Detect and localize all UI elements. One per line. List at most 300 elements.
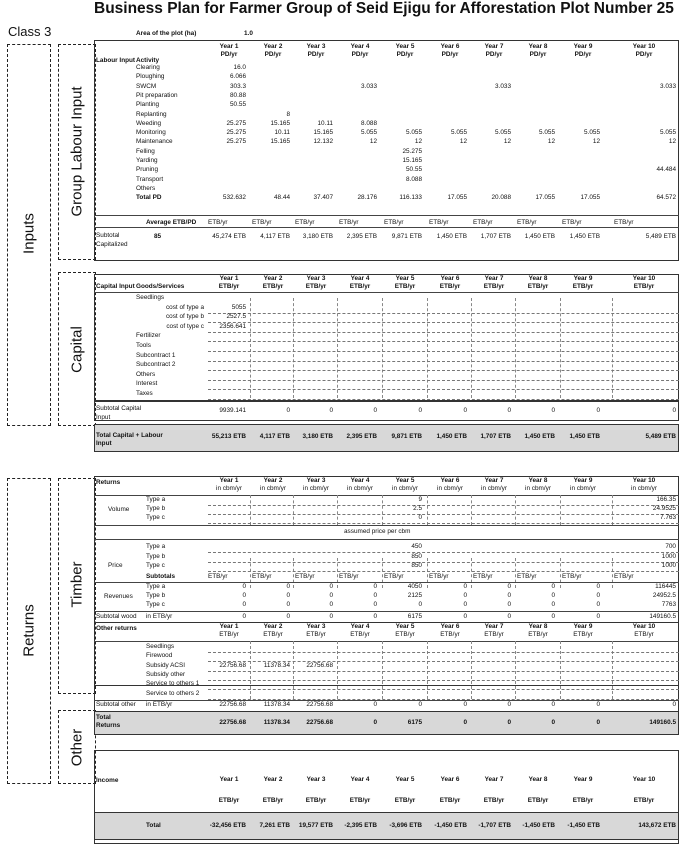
cell-value: 0 xyxy=(418,701,422,708)
unit-header: in cbm/yr xyxy=(347,485,373,492)
unit-header: ETB/yr xyxy=(527,797,549,804)
year-header: Year 10 xyxy=(632,477,656,484)
line xyxy=(94,582,679,583)
cell-value: 0 xyxy=(463,583,467,590)
cell-value: 0 xyxy=(507,719,511,726)
cell-value: 12 xyxy=(414,138,422,146)
other-return-label: Subsidy ACSI xyxy=(146,661,186,669)
cell-value: 0 xyxy=(507,583,511,590)
cell-value: 20.088 xyxy=(491,194,511,202)
cell-value: 0 xyxy=(373,592,377,599)
unit-header: ETB/yr xyxy=(305,797,327,804)
cell-value: 0 xyxy=(373,613,377,620)
unit-header: PD/yr xyxy=(635,51,653,58)
unit-header: ETB/yr xyxy=(350,631,370,638)
activity-label: Pruning xyxy=(136,166,159,174)
activity-label: Yarding xyxy=(136,157,158,164)
row-line xyxy=(208,571,679,572)
unit-header: in cbm/yr xyxy=(481,485,507,492)
cell-value: -1,450 ETB xyxy=(434,822,467,829)
activity-label: Ploughing xyxy=(136,73,165,81)
line xyxy=(94,539,679,540)
cell-value: 9,871 ETB xyxy=(391,433,422,440)
cell-value: -1,450 ETB xyxy=(522,822,555,829)
other-return-label: Seedlings xyxy=(146,643,175,650)
cell-value: 17.055 xyxy=(447,194,467,202)
cell-value: 50.55 xyxy=(406,166,422,174)
cell-value: 0 xyxy=(373,701,377,708)
cell-value: 0 xyxy=(286,583,290,590)
year-header: Year 1 xyxy=(219,776,239,783)
cell-value: 700 xyxy=(665,543,676,550)
cell-value: 3,180 ETB xyxy=(302,233,333,240)
returns-side-label: Returns xyxy=(20,604,38,657)
timber-side-label: Timber xyxy=(68,561,86,608)
activity-label: Transport xyxy=(136,175,164,183)
cell-value: 28.176 xyxy=(357,194,377,202)
year-header: Year 3 xyxy=(306,43,326,50)
cell-value: -3,696 ETB xyxy=(389,822,422,829)
unit-label: ETB/yr xyxy=(614,573,634,580)
year-header: Year 2 xyxy=(263,477,283,484)
income-section xyxy=(94,748,679,829)
cell-value: 116.133 xyxy=(399,194,422,202)
row-line xyxy=(208,562,679,563)
year-header: Year 10 xyxy=(632,275,656,282)
year-header: Year 5 xyxy=(395,275,415,282)
cell-value: 25.275 xyxy=(226,119,246,127)
cell-value: 6175 xyxy=(407,719,422,726)
cell-value: 0 xyxy=(551,701,555,708)
row-line xyxy=(208,332,679,333)
unit-header: ETB/yr xyxy=(440,631,460,638)
other-return-label: Service to others 2 xyxy=(146,689,200,697)
goods-label: cost of type c xyxy=(166,322,204,330)
unit-header: PD/yr xyxy=(396,51,414,58)
activity-label: Planting xyxy=(136,101,160,109)
cell-value: 12 xyxy=(459,138,467,146)
cell-value: 166.35 xyxy=(656,496,676,503)
group-labour-side-label: Group Labour Input xyxy=(68,86,86,217)
cell-value: -1,450 ETB xyxy=(567,822,600,829)
cell-value: 1,450 ETB xyxy=(524,433,555,440)
year-header: Year 4 xyxy=(350,43,370,50)
cell-value: 4050 xyxy=(407,583,422,590)
cell-value: 44.484 xyxy=(656,166,676,174)
cell-value: 0 xyxy=(507,592,511,599)
cell-value: 8 xyxy=(286,110,290,118)
cell-value: 4,117 ETB xyxy=(260,233,290,240)
cell-value: 0 xyxy=(463,719,467,726)
unit-label: ETB/yr xyxy=(384,219,404,226)
subtotal-wood-label: Subtotal wood xyxy=(96,613,137,620)
cell-value: 0 xyxy=(596,719,600,726)
cell-value: 3.033 xyxy=(660,82,676,90)
row-line xyxy=(208,514,679,515)
unit-header: in cbm/yr xyxy=(437,485,463,492)
type-label: Type b xyxy=(146,505,166,512)
cell-value: 2356.641 xyxy=(219,322,246,330)
year-header: Year 6 xyxy=(440,477,460,484)
row-line xyxy=(208,523,679,524)
unit-header: PD/yr xyxy=(351,51,369,58)
activity-label: Weeding xyxy=(136,119,162,127)
cell-value: 1,450 ETB xyxy=(569,233,600,240)
activity-label: Felling xyxy=(136,147,155,155)
cell-value: 0 xyxy=(507,407,511,414)
cell-value: 9,871 ETB xyxy=(391,233,422,240)
cell-value: 9 xyxy=(418,496,422,503)
income-label: Income xyxy=(96,777,119,784)
cell-value: 0 xyxy=(286,613,290,620)
year-header: Year 10 xyxy=(632,623,656,630)
unit-header: ETB/yr xyxy=(634,631,654,638)
unit-header: ETB/yr xyxy=(218,283,240,290)
other-returns-section xyxy=(94,622,679,729)
cell-value: 143,672 ETB xyxy=(638,822,676,829)
other-return-label: Service to others 1 xyxy=(146,680,200,688)
grid-line xyxy=(293,495,294,525)
cell-value: 0 xyxy=(329,583,333,590)
cell-value: 15.165 xyxy=(270,138,290,146)
cell-value: 0 xyxy=(373,407,377,414)
capital-input-label: Capital Input xyxy=(96,283,135,290)
unit-header: ETB/yr xyxy=(572,283,594,290)
year-header: Year 8 xyxy=(528,776,548,783)
cell-value: 12 xyxy=(503,138,511,146)
cell-value: -1,707 ETB xyxy=(478,822,511,829)
cell-value: 2,395 ETB xyxy=(346,433,377,440)
cell-value: 19,577 ETB xyxy=(298,822,333,829)
unit-label: ETB/yr xyxy=(517,573,537,580)
unit-header: in cbm/yr xyxy=(260,485,286,492)
activity-label: Clearing xyxy=(136,64,160,71)
cell-value: 80.88 xyxy=(230,91,246,99)
cell-value: 0 xyxy=(418,407,422,414)
cell-value: 55,213 ETB xyxy=(211,433,246,440)
type-label: Type b xyxy=(146,592,166,599)
unit-header: in cbm/yr xyxy=(631,485,657,492)
cell-value: 0 xyxy=(551,407,555,414)
unit-label: ETB/yr xyxy=(252,219,272,226)
capital-box xyxy=(94,274,679,401)
goods-label: Seedlings xyxy=(136,294,165,301)
year-header: Year 6 xyxy=(440,43,460,50)
labour-input-section xyxy=(94,26,679,258)
type-label: Type c xyxy=(146,562,165,569)
line xyxy=(94,611,679,612)
subtotal-unit: in ETB/yr xyxy=(146,613,173,620)
year-header: Year 4 xyxy=(350,275,370,282)
cell-value: 17.055 xyxy=(535,194,555,202)
cell-value: 50.55 xyxy=(230,101,246,109)
cell-value: 0 xyxy=(551,613,555,620)
year-header: Year 6 xyxy=(440,776,460,783)
cell-value: 45,274 ETB xyxy=(212,233,246,240)
unit-label: ETB/yr xyxy=(473,219,493,226)
cell-value: 8.088 xyxy=(361,119,377,127)
goods-label: Tools xyxy=(136,342,151,349)
subtotals-label: Subtotals xyxy=(146,573,176,580)
cell-value: 7,261 ETB xyxy=(259,822,290,829)
cell-value: 3.033 xyxy=(495,82,511,90)
unit-header: ETB/yr xyxy=(349,797,371,804)
unit-header: ETB/yr xyxy=(483,797,505,804)
unit-header: PD/yr xyxy=(220,51,238,58)
unit-header: in cbm/yr xyxy=(570,485,596,492)
cell-value: 25.275 xyxy=(226,138,246,146)
goods-label: Subcontract 2 xyxy=(136,361,176,369)
unit-label: ETB/yr xyxy=(473,573,493,580)
unit-label: ETB/yr xyxy=(429,573,449,580)
cell-value: -32,456 ETB xyxy=(209,822,246,829)
unit-label: ETB/yr xyxy=(517,219,537,226)
year-header: Year 2 xyxy=(263,623,283,630)
unit-label: ETB/yr xyxy=(614,219,634,226)
cell-value: 0 xyxy=(418,514,422,521)
year-header: Year 7 xyxy=(484,43,504,50)
cell-value: 7.763 xyxy=(660,514,676,521)
cell-value: 149160.5 xyxy=(649,613,676,620)
unit-header: in cbm/yr xyxy=(392,485,418,492)
cell-value: 0 xyxy=(596,583,600,590)
row-line xyxy=(208,370,679,371)
cell-value: 12 xyxy=(668,138,676,146)
activity-label: Monitoring xyxy=(136,129,166,137)
cell-value: 5.055 xyxy=(406,129,422,137)
cell-value: 37.407 xyxy=(313,194,333,202)
income-total-label: Total xyxy=(146,822,161,829)
other-return-label: Firewood xyxy=(146,652,173,660)
unit-header: ETB/yr xyxy=(306,631,326,638)
cell-value: 0 xyxy=(551,601,555,608)
cell-value: 0 xyxy=(329,407,333,414)
line xyxy=(94,227,679,228)
area-label: Area of the plot (ha) xyxy=(136,30,197,37)
cell-value: 1,450 ETB xyxy=(436,233,467,240)
cell-value: 4,117 ETB xyxy=(259,433,290,440)
unit-header: PD/yr xyxy=(529,51,547,58)
cell-value: 12 xyxy=(547,138,555,146)
cell-value: 0 xyxy=(596,592,600,599)
unit-label: ETB/yr xyxy=(295,219,315,226)
unit-label: ETB/yr xyxy=(208,219,228,226)
goods-label: cost of type b xyxy=(165,313,204,321)
area-value: 1.0 xyxy=(244,30,253,37)
class-label: Class 3 xyxy=(8,24,52,39)
cell-value: 5,489 ETB xyxy=(645,233,676,240)
cell-value: 22756.68 xyxy=(306,719,333,726)
unit-label: ETB/yr xyxy=(208,573,228,580)
cell-value: 303.3 xyxy=(230,82,246,90)
capital-input-section xyxy=(94,274,679,456)
year-header: Year 5 xyxy=(395,776,415,783)
cell-value: 24952.5 xyxy=(652,592,676,599)
unit-header: ETB/yr xyxy=(349,283,371,290)
activity-label: Maintenance xyxy=(136,138,173,146)
unit-header: ETB/yr xyxy=(573,631,593,638)
row-line xyxy=(208,313,679,314)
cell-value: 0 xyxy=(329,613,333,620)
unit-header: ETB/yr xyxy=(572,797,594,804)
cell-value: 850 xyxy=(411,552,422,560)
unit-header: ETB/yr xyxy=(395,631,415,638)
year-header: Year 3 xyxy=(306,477,326,484)
type-label: Type a xyxy=(146,496,166,503)
year-header: Year 4 xyxy=(350,776,370,783)
subtotal-unit: in ETB/yr xyxy=(146,701,173,708)
unit-header: in cbm/yr xyxy=(525,485,551,492)
year-header: Year 10 xyxy=(632,43,656,50)
cell-value: 5.055 xyxy=(539,129,555,137)
year-header: Year 8 xyxy=(528,623,548,630)
cell-value: 5.055 xyxy=(361,129,377,137)
grid-line xyxy=(337,495,338,525)
type-label: Type c xyxy=(146,601,165,608)
unit-label: ETB/yr xyxy=(252,573,272,580)
unit-header: ETB/yr xyxy=(305,283,327,290)
cell-value: 22756.68 xyxy=(219,661,246,669)
cell-value: 0 xyxy=(551,583,555,590)
row-line xyxy=(208,399,679,400)
cell-value: 532.632 xyxy=(222,194,246,202)
cell-value: 12 xyxy=(592,138,600,146)
grid-line xyxy=(250,495,251,525)
row-line xyxy=(208,689,679,690)
revenues-label: Revenues xyxy=(104,593,133,600)
type-label: Type a xyxy=(146,583,166,590)
goods-label: Subcontract 1 xyxy=(136,351,176,359)
activity-header: Activity xyxy=(136,57,160,64)
cell-value: 15.165 xyxy=(270,119,290,127)
unit-label: ETB/yr xyxy=(295,573,315,580)
year-header: Year 6 xyxy=(440,623,460,630)
cell-value: 0 xyxy=(596,601,600,608)
activity-label: Replanting xyxy=(136,110,167,118)
cell-value: 15.165 xyxy=(402,157,422,164)
cell-value: 0 xyxy=(463,613,467,620)
average-label: Average ETB/PD xyxy=(146,219,197,226)
cell-value: 7763 xyxy=(661,601,676,608)
unit-header: in cbm/yr xyxy=(303,485,329,492)
unit-label: ETB/yr xyxy=(429,219,449,226)
cell-value: 0 xyxy=(672,701,676,708)
unit-header: ETB/yr xyxy=(263,631,283,638)
inputs-side-label: Inputs xyxy=(20,213,38,254)
year-header: Year 1 xyxy=(219,477,239,484)
cell-value: 6.066 xyxy=(230,73,246,81)
line xyxy=(94,292,679,293)
activity-label: Pit preparation xyxy=(136,91,178,99)
year-header: Year 7 xyxy=(484,776,504,783)
type-label: Type b xyxy=(146,552,166,560)
average-value: 85 xyxy=(154,233,162,240)
type-label: Type c xyxy=(146,514,165,521)
volume-label: Volume xyxy=(108,506,130,513)
total-returns-label: Total Returns xyxy=(96,714,121,729)
line xyxy=(94,700,679,701)
cell-value: 0 xyxy=(329,592,333,599)
cell-value: 22756.68 xyxy=(306,701,333,708)
cell-value: 0 xyxy=(507,601,511,608)
unit-header: ETB/yr xyxy=(262,283,284,290)
cell-value: 0 xyxy=(373,583,377,590)
cell-value: 2.5 xyxy=(413,505,422,512)
unit-header: ETB/yr xyxy=(633,797,655,804)
year-header: Year 8 xyxy=(528,477,548,484)
unit-header: in cbm/yr xyxy=(216,485,242,492)
grid-line xyxy=(560,495,561,525)
year-header: Year 8 xyxy=(528,275,548,282)
year-header: Year 1 xyxy=(219,43,239,50)
year-header: Year 7 xyxy=(484,477,504,484)
year-header: Year 3 xyxy=(306,275,326,282)
cell-value: 11378.34 xyxy=(263,701,290,708)
row-line xyxy=(208,361,679,362)
unit-header: ETB/yr xyxy=(439,283,461,290)
cell-value: 22756.68 xyxy=(219,701,246,708)
cell-value: 0 xyxy=(286,601,290,608)
grid-line xyxy=(471,495,472,525)
year-header: Year 9 xyxy=(573,623,593,630)
cell-value: 1,707 ETB xyxy=(480,433,511,440)
goods-label: Fertilizer xyxy=(136,332,161,340)
cell-value: 0 xyxy=(596,613,600,620)
year-header: Year 9 xyxy=(573,275,593,282)
cell-value: 0 xyxy=(242,583,246,590)
line xyxy=(94,641,679,642)
subtotal-label: Subtotal Capitalized xyxy=(96,232,128,248)
year-header: Year 2 xyxy=(263,776,283,783)
cell-value: 5.055 xyxy=(660,129,676,137)
unit-header: ETB/yr xyxy=(218,797,240,804)
goods-header: Goods/Services xyxy=(136,283,185,290)
row-line xyxy=(208,351,679,352)
cell-value: 0 xyxy=(672,407,676,414)
year-header: Year 9 xyxy=(573,43,593,50)
year-header: Year 8 xyxy=(528,43,548,50)
cell-value: 0 xyxy=(242,592,246,599)
year-header: Year 9 xyxy=(573,776,593,783)
cell-value: 0 xyxy=(463,701,467,708)
year-header: Year 4 xyxy=(350,623,370,630)
unit-header: PD/yr xyxy=(307,51,325,58)
cell-value: 25.275 xyxy=(226,129,246,137)
year-header: Year 9 xyxy=(573,477,593,484)
cell-value: 1,707 ETB xyxy=(480,233,511,240)
cell-value: 6175 xyxy=(407,613,422,620)
cell-value: 0 xyxy=(373,719,377,726)
cell-value: 0 xyxy=(373,601,377,608)
cell-value: 850 xyxy=(411,562,422,569)
row-line xyxy=(208,680,679,681)
other-return-label: Subsidy other xyxy=(146,670,186,678)
unit-header: ETB/yr xyxy=(483,283,505,290)
cell-value: 5.055 xyxy=(495,129,511,137)
year-header: Year 5 xyxy=(395,477,415,484)
cell-value: 8.088 xyxy=(406,175,422,183)
unit-header: ETB/yr xyxy=(633,283,655,290)
line xyxy=(94,495,679,496)
cell-value: 0 xyxy=(507,701,511,708)
cell-value: 22756.68 xyxy=(306,661,333,669)
year-header: Year 5 xyxy=(395,43,415,50)
year-header: Year 3 xyxy=(306,623,326,630)
cell-value: 0 xyxy=(551,592,555,599)
grid-line xyxy=(515,495,516,525)
cell-value: 24.9525 xyxy=(652,505,676,512)
cell-value: 11378.34 xyxy=(263,661,290,669)
